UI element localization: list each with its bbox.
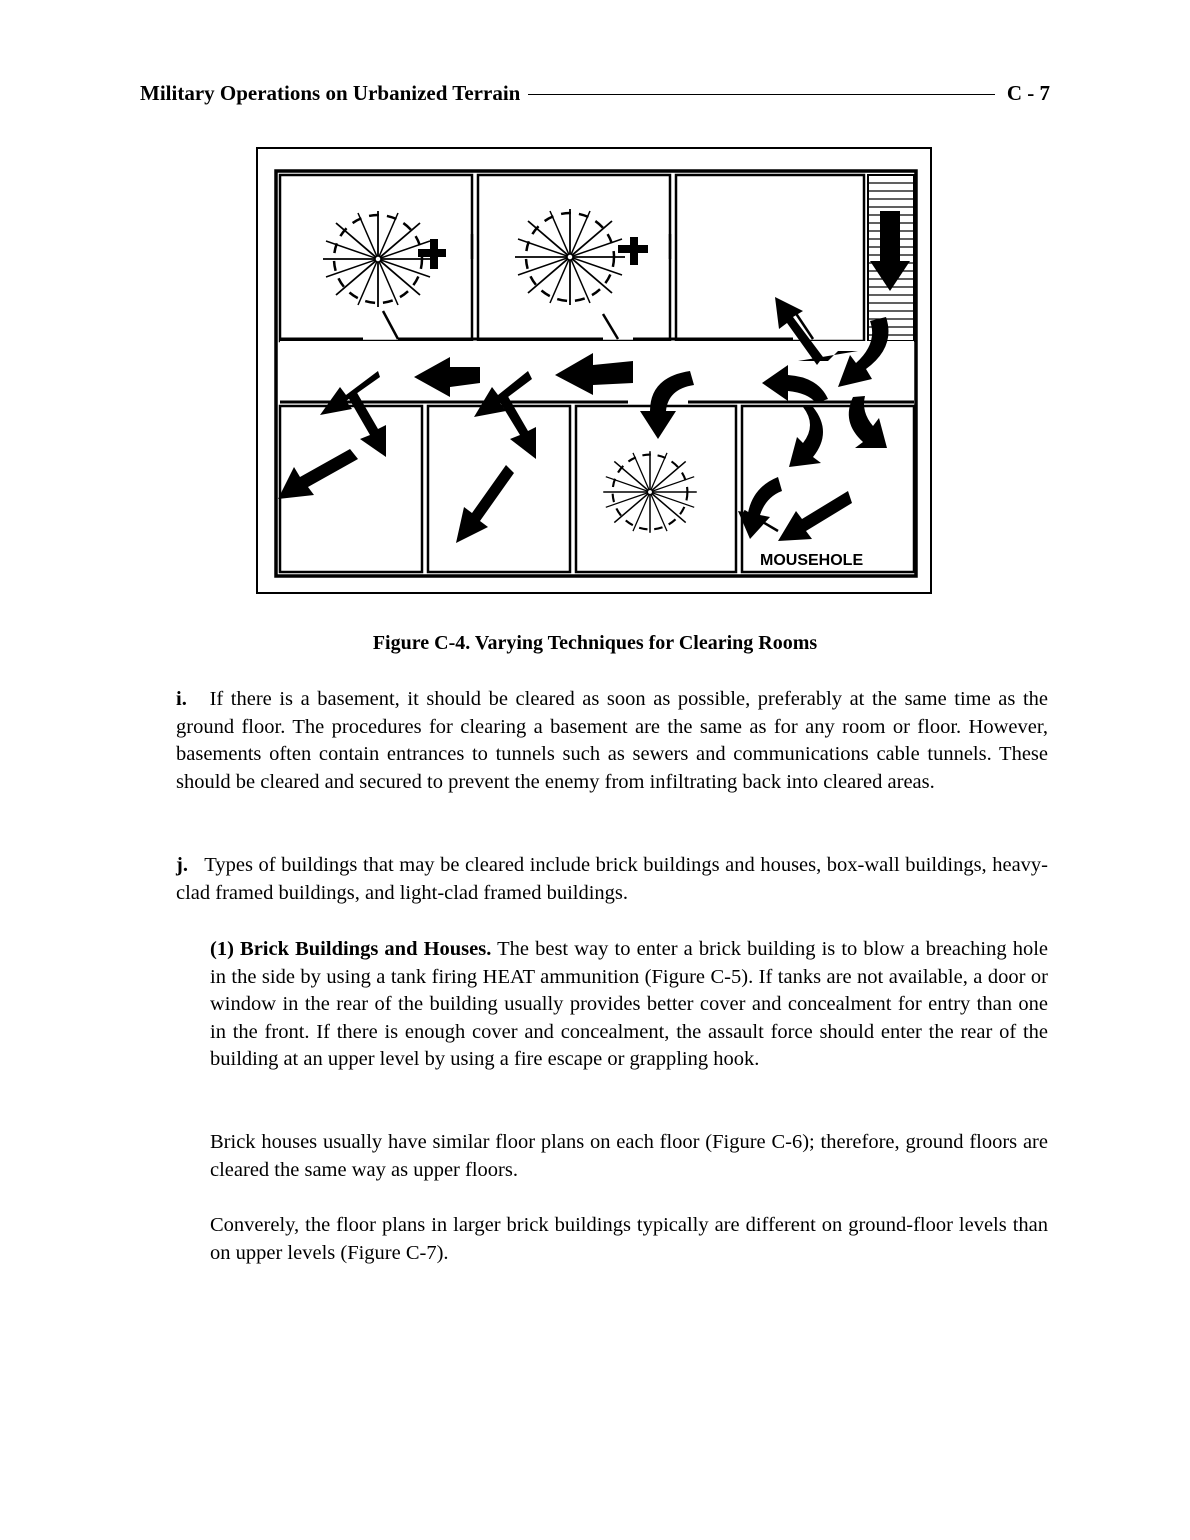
figure-caption: Figure C-4. Varying Techniques for Clearing Rooms	[372, 632, 818, 654]
floor-plan-figure	[256, 147, 932, 594]
floor-plan-diagram	[258, 149, 930, 592]
mousehole-label: MOUSEHOLE	[760, 552, 864, 569]
room-top-3	[676, 175, 864, 341]
paragraph-brick-houses	[210, 1129, 1048, 1184]
header-title: Military Operations on Urbanized Terrain	[140, 80, 521, 105]
paragraph-label: i.	[176, 688, 187, 710]
explosion-burst-icon	[323, 211, 433, 307]
paragraph-larger-buildings	[210, 1212, 1048, 1267]
paragraph-i	[176, 686, 1048, 796]
paragraph-j	[176, 852, 1048, 907]
explosion-burst-icon	[515, 209, 625, 305]
paragraph-brick-buildings	[210, 936, 1048, 1074]
paragraph-text: Types of buildings that may be cleared include brick buildings and houses, box-wall buildings, heavy-clad framed buildings, and light-clad framed buildings.	[176, 854, 1048, 904]
paragraph-text: If there is a basement, it should be cleared as soon as possible, preferably at the same time as the ground floor. The procedures for clearing a basement are the same as for any room or floor. However, basements often contain entrances to tunnels such as sewers and communications cable tunnels. These should be cleared and secured to prevent the enemy from infiltrating back into cleared areas.	[176, 688, 1048, 793]
paragraph-text: Brick houses usually have similar floor plans on each floor (Figure C-6); therefore, ground floors are cleared the same way as upper floors.	[210, 1131, 1048, 1181]
door-icon	[383, 234, 813, 339]
paragraph-label: j.	[176, 854, 188, 876]
explosion-burst-icon	[603, 451, 697, 533]
paragraph-text: Converely, the floor plans in larger brick buildings typically are different on ground-floor levels than on upper levels (Figure C-7).	[210, 1214, 1048, 1264]
paragraph-text: The best way to enter a brick building is to blow a breaching hole in the side by using a tank firing HEAT ammunition (Figure C-5). If tanks are not available, a door or window in the rear of the building usually provides better cover and concealment for entry than one in the front. If there is enough cover and concealment, the assault force should enter the rear of the building at an upper level by using a fire escape or grappling hook.	[210, 938, 1048, 1070]
header-rule	[528, 94, 995, 95]
page-header	[140, 78, 1050, 108]
paragraph-label: (1) Brick Buildings and Houses.	[210, 938, 492, 960]
page-number: C - 7	[1006, 80, 1050, 105]
